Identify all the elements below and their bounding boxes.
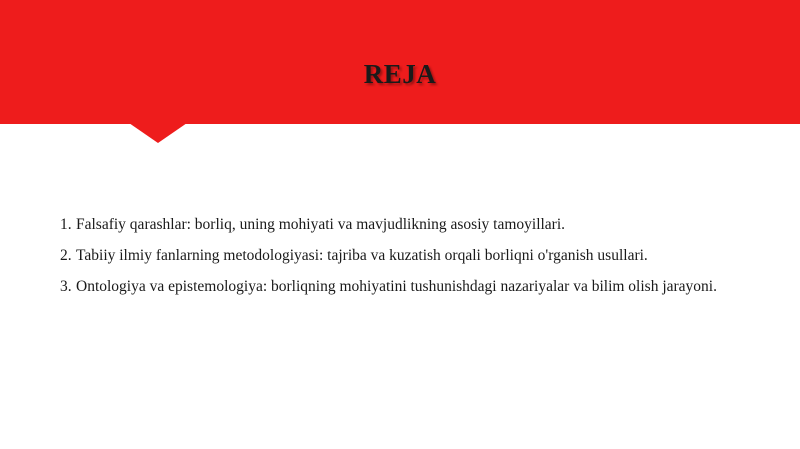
list-item [60,276,720,298]
list-item [60,214,720,236]
list-item [60,245,720,267]
list-item-number: 2. [60,247,72,264]
list-item-text: Falsafiy qarashlar: borliq, uning mohiyati va mavjudlikning asosiy tamoyillari. [76,216,566,233]
list-item-number: 3. [60,278,72,295]
slide-title: REJA [363,59,437,89]
plan-list [60,214,720,307]
list-item-number: 1. [60,216,72,233]
list-item-text: Tabiiy ilmiy fanlarning metodologiyasi: tajriba va kuzatish orqali borliqni o'rganish usullari. [76,247,648,264]
list-item-text: Ontologiya va epistemologiya: borliqning mohiyatini tushunishdagi nazariyalar va bilim olish jarayoni. [76,278,717,295]
